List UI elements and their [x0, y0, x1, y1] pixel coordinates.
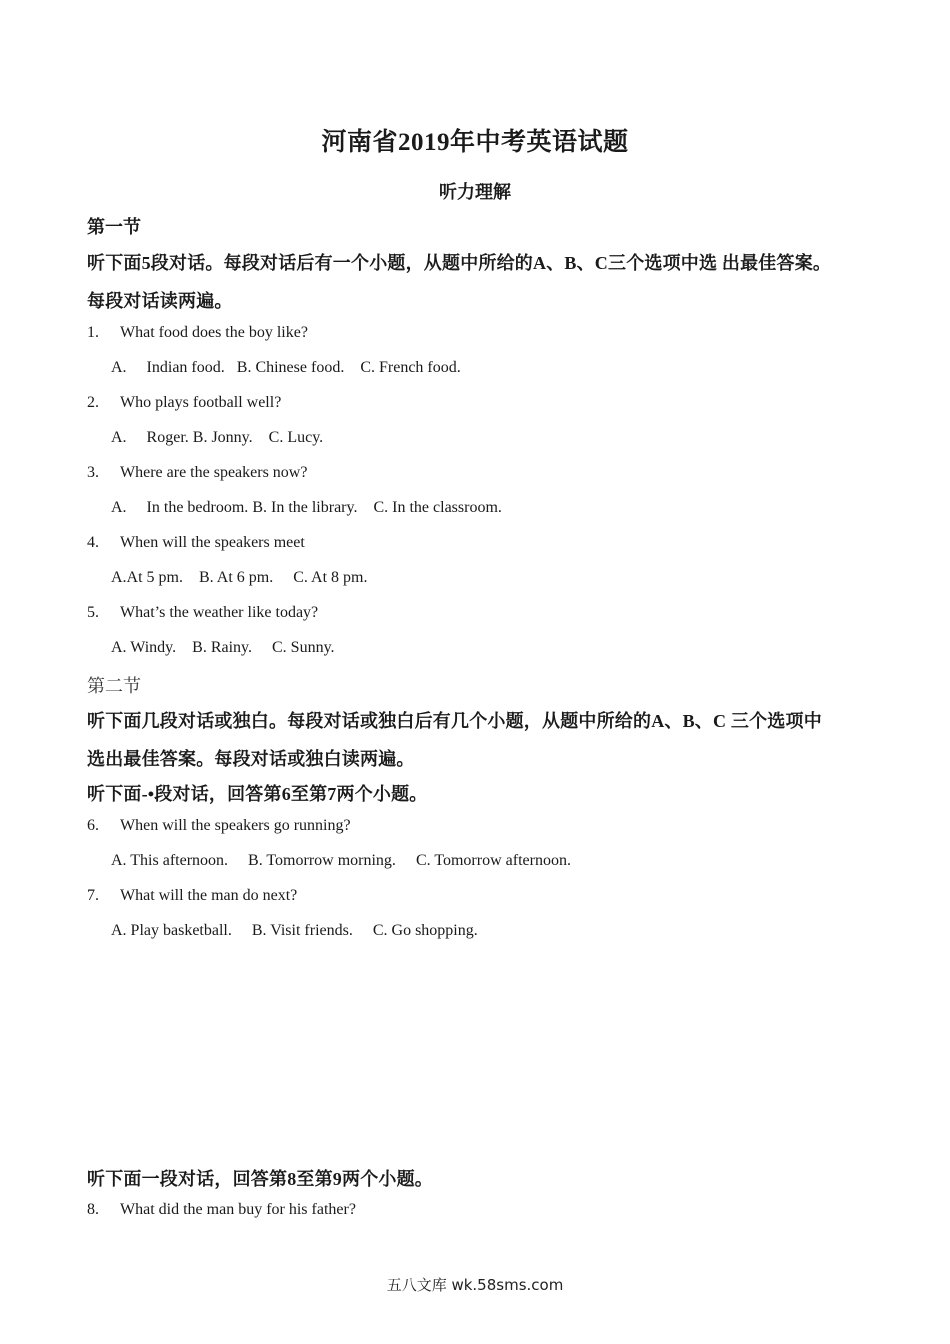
question-text: What food does the boy like? — [120, 324, 308, 341]
option-a: A. Indian food. — [111, 359, 225, 376]
section2-instruction-line1: 听下面几段对话或独白。每段对话或独白后有几个小题，从题中所给的A、B、C 三个选项中 — [87, 711, 822, 731]
option-a: A. This afternoon. — [111, 852, 229, 869]
option-a: A. Roger. — [111, 429, 189, 446]
question-text: When will the speakers meet — [120, 534, 305, 551]
section-subtitle: 听力理解 — [439, 182, 511, 202]
question-number: 7. — [87, 887, 99, 904]
question-options — [111, 429, 323, 447]
question-options — [111, 359, 461, 377]
option-b: B. Chinese food. — [236, 359, 345, 376]
section2-instruction-line2: 选出最佳答案。每段对话或独白读两遍。 — [87, 749, 415, 769]
option-c: C. Lucy. — [268, 429, 324, 446]
option-a: A. In the bedroom. — [111, 499, 249, 516]
question-options — [111, 922, 478, 940]
question-text: When will the speakers go running? — [120, 817, 351, 834]
question-number: 3. — [87, 464, 99, 481]
page-title: 河南省2019年中考英语试题 — [321, 129, 629, 156]
question-number: 6. — [87, 817, 99, 834]
question-number: 4. — [87, 534, 99, 551]
section1-instruction-line1: 听下面5段对话。每段对话后有一个小题，从题中所给的A、B、C三个选项中选 出最佳答案。 — [87, 253, 832, 273]
option-c: C. French food. — [360, 359, 461, 376]
question-text: Where are the speakers now? — [120, 464, 308, 481]
option-b: B. Tomorrow morning. — [248, 852, 396, 869]
option-c: C. At 8 pm. — [293, 569, 368, 586]
question-group-8-9: 听下面一段对话，回答第8至第9两个小题。 — [87, 1169, 433, 1189]
option-b: B. Rainy. — [192, 639, 252, 656]
question-text: What did the man buy for his father? — [120, 1201, 356, 1218]
option-c: C. In the classroom. — [373, 499, 502, 516]
option-c: C. Tomorrow afternoon. — [415, 852, 571, 869]
question-number: 2. — [87, 394, 99, 411]
question-options — [111, 639, 335, 657]
section2-heading: 第二节 — [87, 676, 141, 696]
question-number: 5. — [87, 604, 99, 621]
footer-watermark: 五八文库 wk.58sms.com — [386, 1276, 564, 1294]
question-options — [111, 569, 367, 587]
question-text: Who plays football well? — [120, 394, 282, 411]
option-c: C. Sunny. — [272, 639, 335, 656]
question-number: 1. — [87, 324, 99, 341]
question-group-6-7: 听下面-•段对话，回答第6至第7两个小题。 — [87, 784, 428, 804]
question-options — [111, 499, 502, 517]
option-b: B. Visit friends. — [251, 922, 353, 939]
option-a: A. Play basketball. — [111, 922, 232, 939]
option-b: B. At 6 pm. — [199, 569, 274, 586]
option-b: B. Jonny. — [192, 429, 253, 446]
option-c: C. Go shopping. — [372, 922, 478, 939]
question-text: What will the man do next? — [120, 887, 298, 904]
question-options — [111, 852, 571, 870]
option-a: A.At 5 pm. — [111, 569, 183, 586]
section1-heading: 第一节 — [87, 217, 141, 237]
option-b: B. In the library. — [252, 499, 358, 516]
option-a: A. Windy. — [111, 639, 177, 656]
question-text: What’s the weather like today? — [120, 604, 319, 621]
question-number: 8. — [87, 1201, 99, 1218]
section1-instruction-line2: 每段对话读两遍。 — [87, 291, 233, 311]
